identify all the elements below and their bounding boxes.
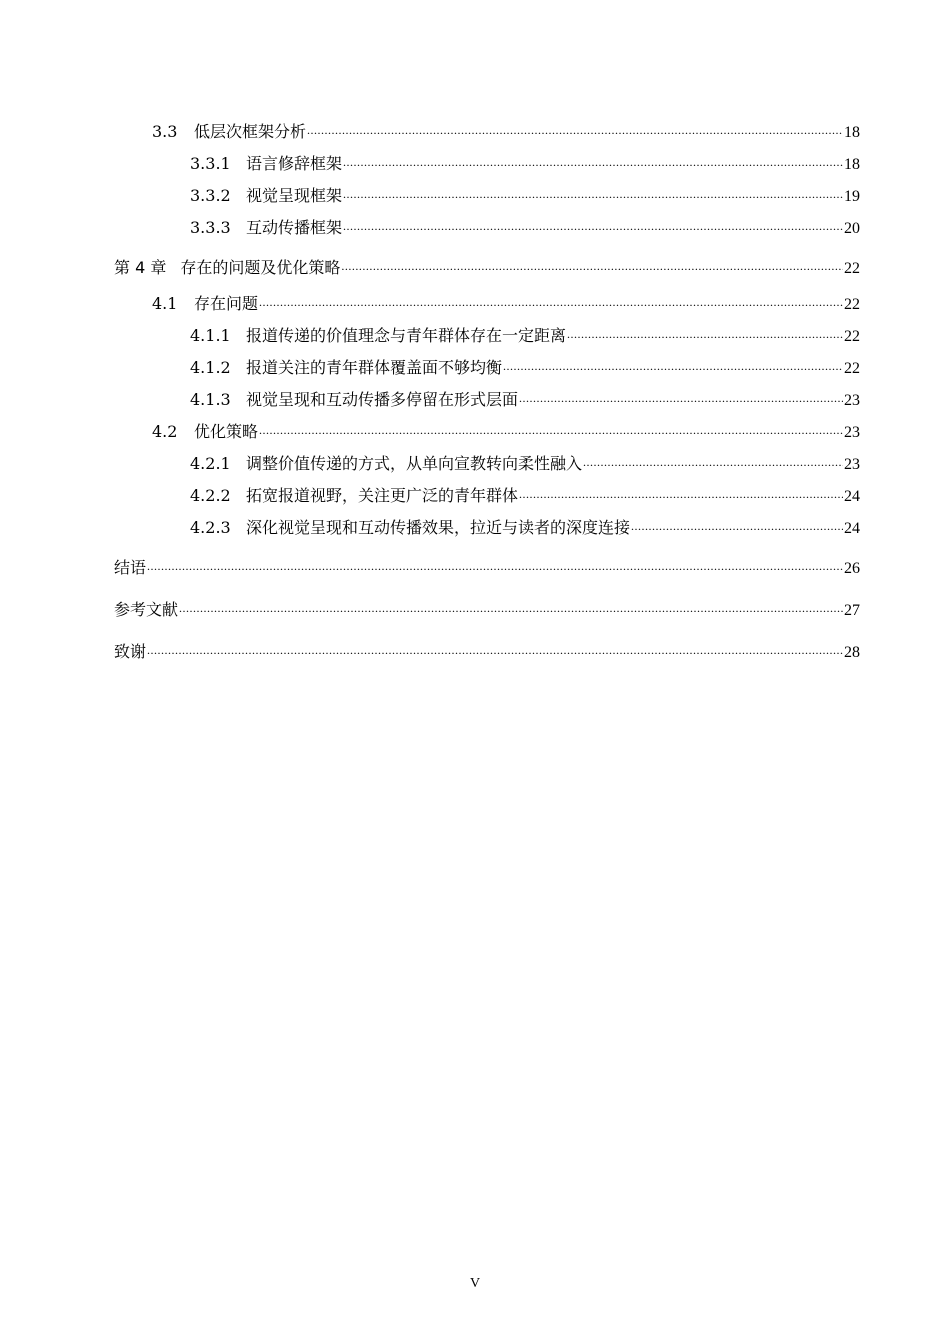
dot-leader: [343, 153, 843, 169]
toc-entry-title: 视觉呈现和互动传播多停留在形式层面: [246, 390, 519, 409]
toc-entry-title: 优化策略: [194, 422, 259, 441]
toc-entry-page: 28: [844, 644, 860, 661]
dot-leader: [341, 257, 843, 273]
dot-leader: [147, 641, 843, 657]
toc-entry-page: 26: [844, 560, 860, 577]
toc-entry-number: 3.3.2: [190, 186, 231, 205]
toc-entry-number: 4.1.3: [190, 390, 231, 409]
dot-leader: [343, 185, 843, 201]
dot-leader: [259, 421, 843, 437]
toc-entry-title: 参考文献: [114, 600, 179, 619]
toc-entry-acknowledgements[interactable]: [114, 632, 860, 672]
toc-entry-number: 4.2.3: [190, 518, 231, 537]
toc-entry-page: 18: [844, 156, 860, 173]
dot-leader: [259, 293, 843, 309]
toc-entry-page: 18: [844, 124, 860, 141]
toc-entry-page: 24: [844, 520, 860, 537]
dot-leader: [519, 485, 843, 501]
page-number-footer: V: [469, 1276, 481, 1291]
toc-entry-3-3-3[interactable]: [114, 212, 860, 244]
toc-entry-3-3[interactable]: [114, 116, 860, 148]
toc-entry-page: 23: [844, 424, 860, 441]
toc-entry-4-1-2[interactable]: [114, 352, 860, 384]
toc-entry-4-1[interactable]: [114, 288, 860, 320]
toc-entry-title: 致谢: [114, 642, 147, 661]
dot-leader: [179, 599, 843, 615]
toc-entry-page: 23: [844, 456, 860, 473]
toc-entry-4-2-2[interactable]: [114, 480, 860, 512]
toc-entry-title: 存在问题: [194, 294, 259, 313]
dot-leader: [147, 557, 843, 573]
toc-entry-3-3-1[interactable]: [114, 148, 860, 180]
toc-entry-title: 报道关注的青年群体覆盖面不够均衡: [246, 358, 503, 377]
toc-entry-title: 报道传递的价值理念与青年群体存在一定距离: [246, 326, 567, 345]
toc-entry-page: 23: [844, 392, 860, 409]
dot-leader: [519, 389, 843, 405]
dot-leader: [503, 357, 843, 373]
toc-entry-4-2[interactable]: [114, 416, 860, 448]
toc-entry-title: 语言修辞框架: [246, 154, 343, 173]
toc-entry-number: 4.1.2: [190, 358, 231, 377]
dot-leader: [343, 217, 843, 233]
toc-entry-title: 拓宽报道视野，关注更广泛的青年群体: [246, 486, 519, 505]
dot-leader: [307, 121, 843, 137]
dot-leader: [567, 325, 843, 341]
toc-entry-4-1-1[interactable]: [114, 320, 860, 352]
toc-entry-title: 存在的问题及优化策略: [180, 258, 341, 277]
toc-entry-page: 22: [844, 296, 860, 313]
toc-entry-page: 22: [844, 260, 860, 277]
toc-entry-title: 调整价值传递的方式，从单向宣教转向柔性融入: [246, 454, 583, 473]
toc-entry-number: 4.2.1: [190, 454, 231, 473]
dot-leader: [583, 453, 843, 469]
toc-entry-number: 4.1: [152, 294, 178, 313]
toc-entry-conclusion[interactable]: [114, 548, 860, 588]
toc-entry-number: 3.3.1: [190, 154, 231, 173]
toc-entry-number: 3.3.3: [190, 218, 231, 237]
toc-entry-4-1-3[interactable]: [114, 384, 860, 416]
toc-entry-page: 20: [844, 220, 860, 237]
toc-entry-page: 27: [844, 602, 860, 619]
toc-entry-page: 24: [844, 488, 860, 505]
toc-entry-title: 低层次框架分析: [194, 122, 307, 141]
toc-entry-page: 22: [844, 360, 860, 377]
table-of-contents: [114, 116, 860, 672]
toc-entry-3-3-2[interactable]: [114, 180, 860, 212]
toc-entry-page: 19: [844, 188, 860, 205]
toc-entry-4-2-3[interactable]: [114, 512, 860, 544]
dot-leader: [631, 517, 843, 533]
toc-entry-title: 视觉呈现框架: [246, 186, 343, 205]
toc-entry-chapter-4[interactable]: [114, 248, 860, 288]
toc-entry-number: 第 4 章: [114, 258, 167, 277]
toc-entry-page: 22: [844, 328, 860, 345]
toc-entry-references[interactable]: [114, 590, 860, 630]
toc-entry-number: 4.2: [152, 422, 178, 441]
toc-entry-title: 深化视觉呈现和互动传播效果，拉近与读者的深度连接: [246, 518, 631, 537]
toc-entry-title: 结语: [114, 558, 147, 577]
toc-entry-number: 4.1.1: [190, 326, 231, 345]
toc-entry-title: 互动传播框架: [246, 218, 343, 237]
toc-entry-number: 4.2.2: [190, 486, 231, 505]
toc-entry-4-2-1[interactable]: [114, 448, 860, 480]
toc-entry-number: 3.3: [152, 122, 178, 141]
